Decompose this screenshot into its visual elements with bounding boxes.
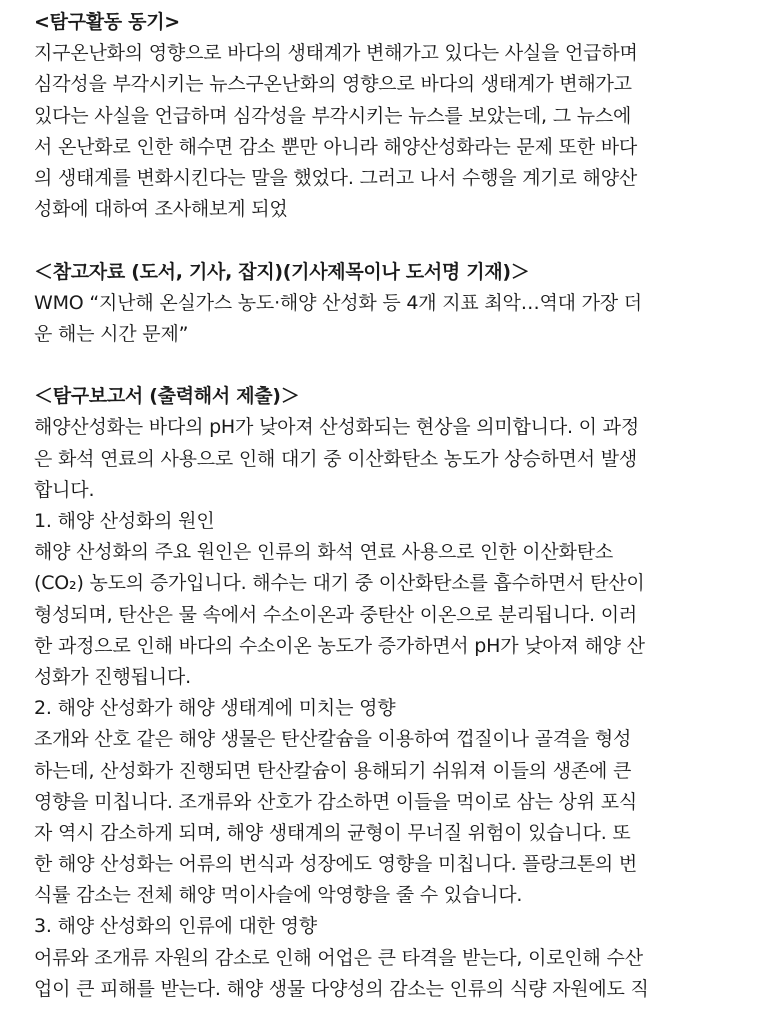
text-line: 영향을 미칩니다. 조개류와 산호가 감소하면 이들을 먹이로 삼는 상위 포식 bbox=[34, 790, 638, 813]
text-line: 식률 감소는 전체 해양 먹이사슬에 악영향을 줄 수 있습니다. bbox=[34, 884, 523, 907]
section-heading: <탐구활동 동기> bbox=[34, 11, 180, 33]
text-line: 조개와 산호 같은 해양 생물은 탄산칼슘을 이용하여 껍질이나 골격을 형성 bbox=[34, 728, 632, 751]
text-line: (CO₂) 농도의 증가입니다. 해수는 대기 중 이산화탄소를 흡수하면서 탄산이 bbox=[34, 572, 645, 595]
text-line: 어류와 조개류 자원의 감소로 인해 어업은 큰 타격을 받는다, 이로인해 수산 bbox=[34, 946, 643, 969]
text-line: 의 생태계를 변화시킨다는 말을 했었다. 그러고 나서 수행을 계기로 해양산 bbox=[34, 166, 638, 189]
blank-line bbox=[34, 225, 734, 256]
text-line: 성화가 진행됩니다. bbox=[34, 665, 191, 688]
document-body bbox=[34, 7, 734, 1005]
text-line: 해양 산성화의 주요 원인은 인류의 화석 연료 사용으로 인한 이산화탄소 bbox=[34, 541, 614, 564]
text-line: 운 해는 시간 문제” bbox=[34, 322, 189, 345]
text-line: 1. 해양 산성화의 원인 bbox=[34, 510, 215, 532]
text-line: 형성되며, 탄산은 물 속에서 수소이온과 중탄산 이온으로 분리됩니다. 이러 bbox=[34, 603, 638, 626]
text-line: 자 역시 감소하게 되며, 해양 생태계의 균형이 무너질 위험이 있습니다. 또 bbox=[34, 821, 631, 844]
text-line: WMO “지난해 온실가스 농도·해양 산성화 등 4개 지표 최악…역대 가장 더 bbox=[34, 291, 642, 314]
text-line: 성화에 대하여 조사해보게 되었 bbox=[34, 198, 288, 221]
text-line: 은 화석 연료의 사용으로 인해 대기 중 이산화탄소 농도가 상승하면서 발생 bbox=[34, 447, 638, 470]
section-heading: ＜탐구보고서 (출력해서 제출)＞ bbox=[34, 385, 300, 408]
text-line: 2. 해양 산성화가 해양 생태계에 미치는 영향 bbox=[34, 697, 396, 720]
text-line: 합니다. bbox=[34, 478, 95, 501]
text-line: 한 해양 산성화는 어류의 번식과 성장에도 영향을 미칩니다. 플랑크톤의 번 bbox=[34, 853, 638, 876]
text-line: 하는데, 산성화가 진행되면 탄산칼슘이 용해되기 쉬워져 이들의 생존에 큰 bbox=[34, 759, 632, 782]
text-line: 서 온난화로 인한 해수면 감소 뿐만 아니라 해양산성화라는 문제 또한 바다 bbox=[34, 135, 638, 158]
text-line: 3. 해양 산성화의 인류에 대한 영향 bbox=[34, 915, 317, 938]
text-line: 해양산성화는 바다의 pH가 낮아져 산성화되는 현상을 의미합니다. 이 과정 bbox=[34, 416, 639, 439]
text-line: 업이 큰 피해를 받는다. 해양 생물 다양성의 감소는 인류의 식량 자원에도 직 bbox=[34, 977, 649, 1000]
text-line: 지구온난화의 영향으로 바다의 생태계가 변해가고 있다는 사실을 언급하며 bbox=[34, 42, 638, 65]
blank-line bbox=[34, 350, 734, 381]
text-line: 심각성을 부각시키는 뉴스구온난화의 영향으로 바다의 생태계가 변해가고 bbox=[34, 73, 632, 96]
section-heading: ＜참고자료 (도서, 기사, 잡지)(기사제목이나 도서명 기재)＞ bbox=[34, 260, 530, 283]
text-line: 있다는 사실을 언급하며 심각성을 부각시키는 뉴스를 보았는데, 그 뉴스에 bbox=[34, 104, 632, 127]
text-line: 한 과정으로 인해 바다의 수소이온 농도가 증가하면서 pH가 낮아져 해양 산 bbox=[34, 634, 645, 657]
